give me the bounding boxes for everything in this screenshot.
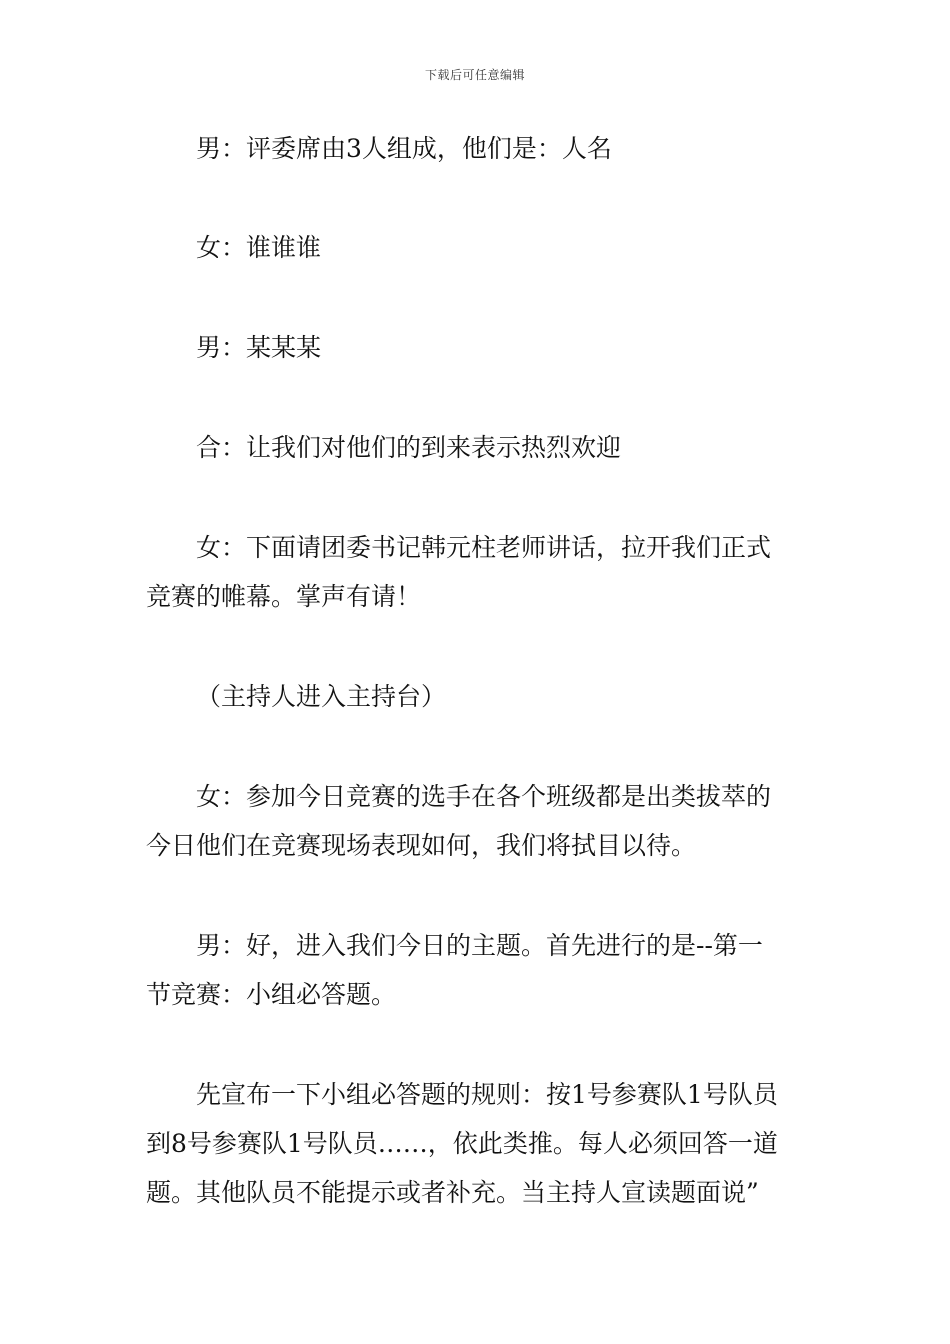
paragraph-first-round xyxy=(146,921,806,1019)
paragraph-line: 题。其他队员不能提示或者补充。当主持人宣读题面说” xyxy=(146,1178,759,1207)
paragraph-together xyxy=(146,423,806,472)
paragraph-contestants xyxy=(146,772,806,870)
paragraph-line: 女：参加今日竞赛的选手在各个班级都是出类拔萃的 xyxy=(196,782,772,811)
paragraph-line: 女：下面请团委书记韩元柱老师讲话，拉开我们正式 xyxy=(196,533,772,562)
paragraph-speech-intro xyxy=(146,523,806,621)
paragraph-female-1 xyxy=(146,223,806,272)
paragraph-line: 先宣布一下小组必答题的规则：按1号参赛队1号队员 xyxy=(196,1080,778,1109)
paragraph-rules xyxy=(146,1070,806,1217)
paragraph-line: 合：让我们对他们的到来表示热烈欢迎 xyxy=(196,433,622,462)
paragraph-stage-direction xyxy=(146,672,806,721)
paragraph-line: （主持人进入主持台） xyxy=(196,682,447,711)
paragraph-line: 男：某某某 xyxy=(196,333,322,362)
header-note: 下载后可任意编辑 xyxy=(424,68,525,82)
paragraph-judges xyxy=(146,124,806,173)
paragraph-line: 竞赛的帷幕。掌声有请！ xyxy=(146,582,422,611)
paragraph-line: 男：评委席由3人组成，他们是：人名 xyxy=(196,134,612,163)
paragraph-line: 到8号参赛队1号队员……，依此类推。每人必须回答一道 xyxy=(146,1129,778,1158)
paragraph-line: 今日他们在竞赛现场表现如何，我们将拭目以待。 xyxy=(146,831,697,860)
paragraph-line: 男：好，进入我们今日的主题。首先进行的是--第一 xyxy=(196,931,763,960)
paragraph-line: 女：谁谁谁 xyxy=(196,233,322,262)
paragraph-male-1 xyxy=(146,323,806,372)
paragraph-line: 节竞赛：小组必答题。 xyxy=(146,980,397,1009)
